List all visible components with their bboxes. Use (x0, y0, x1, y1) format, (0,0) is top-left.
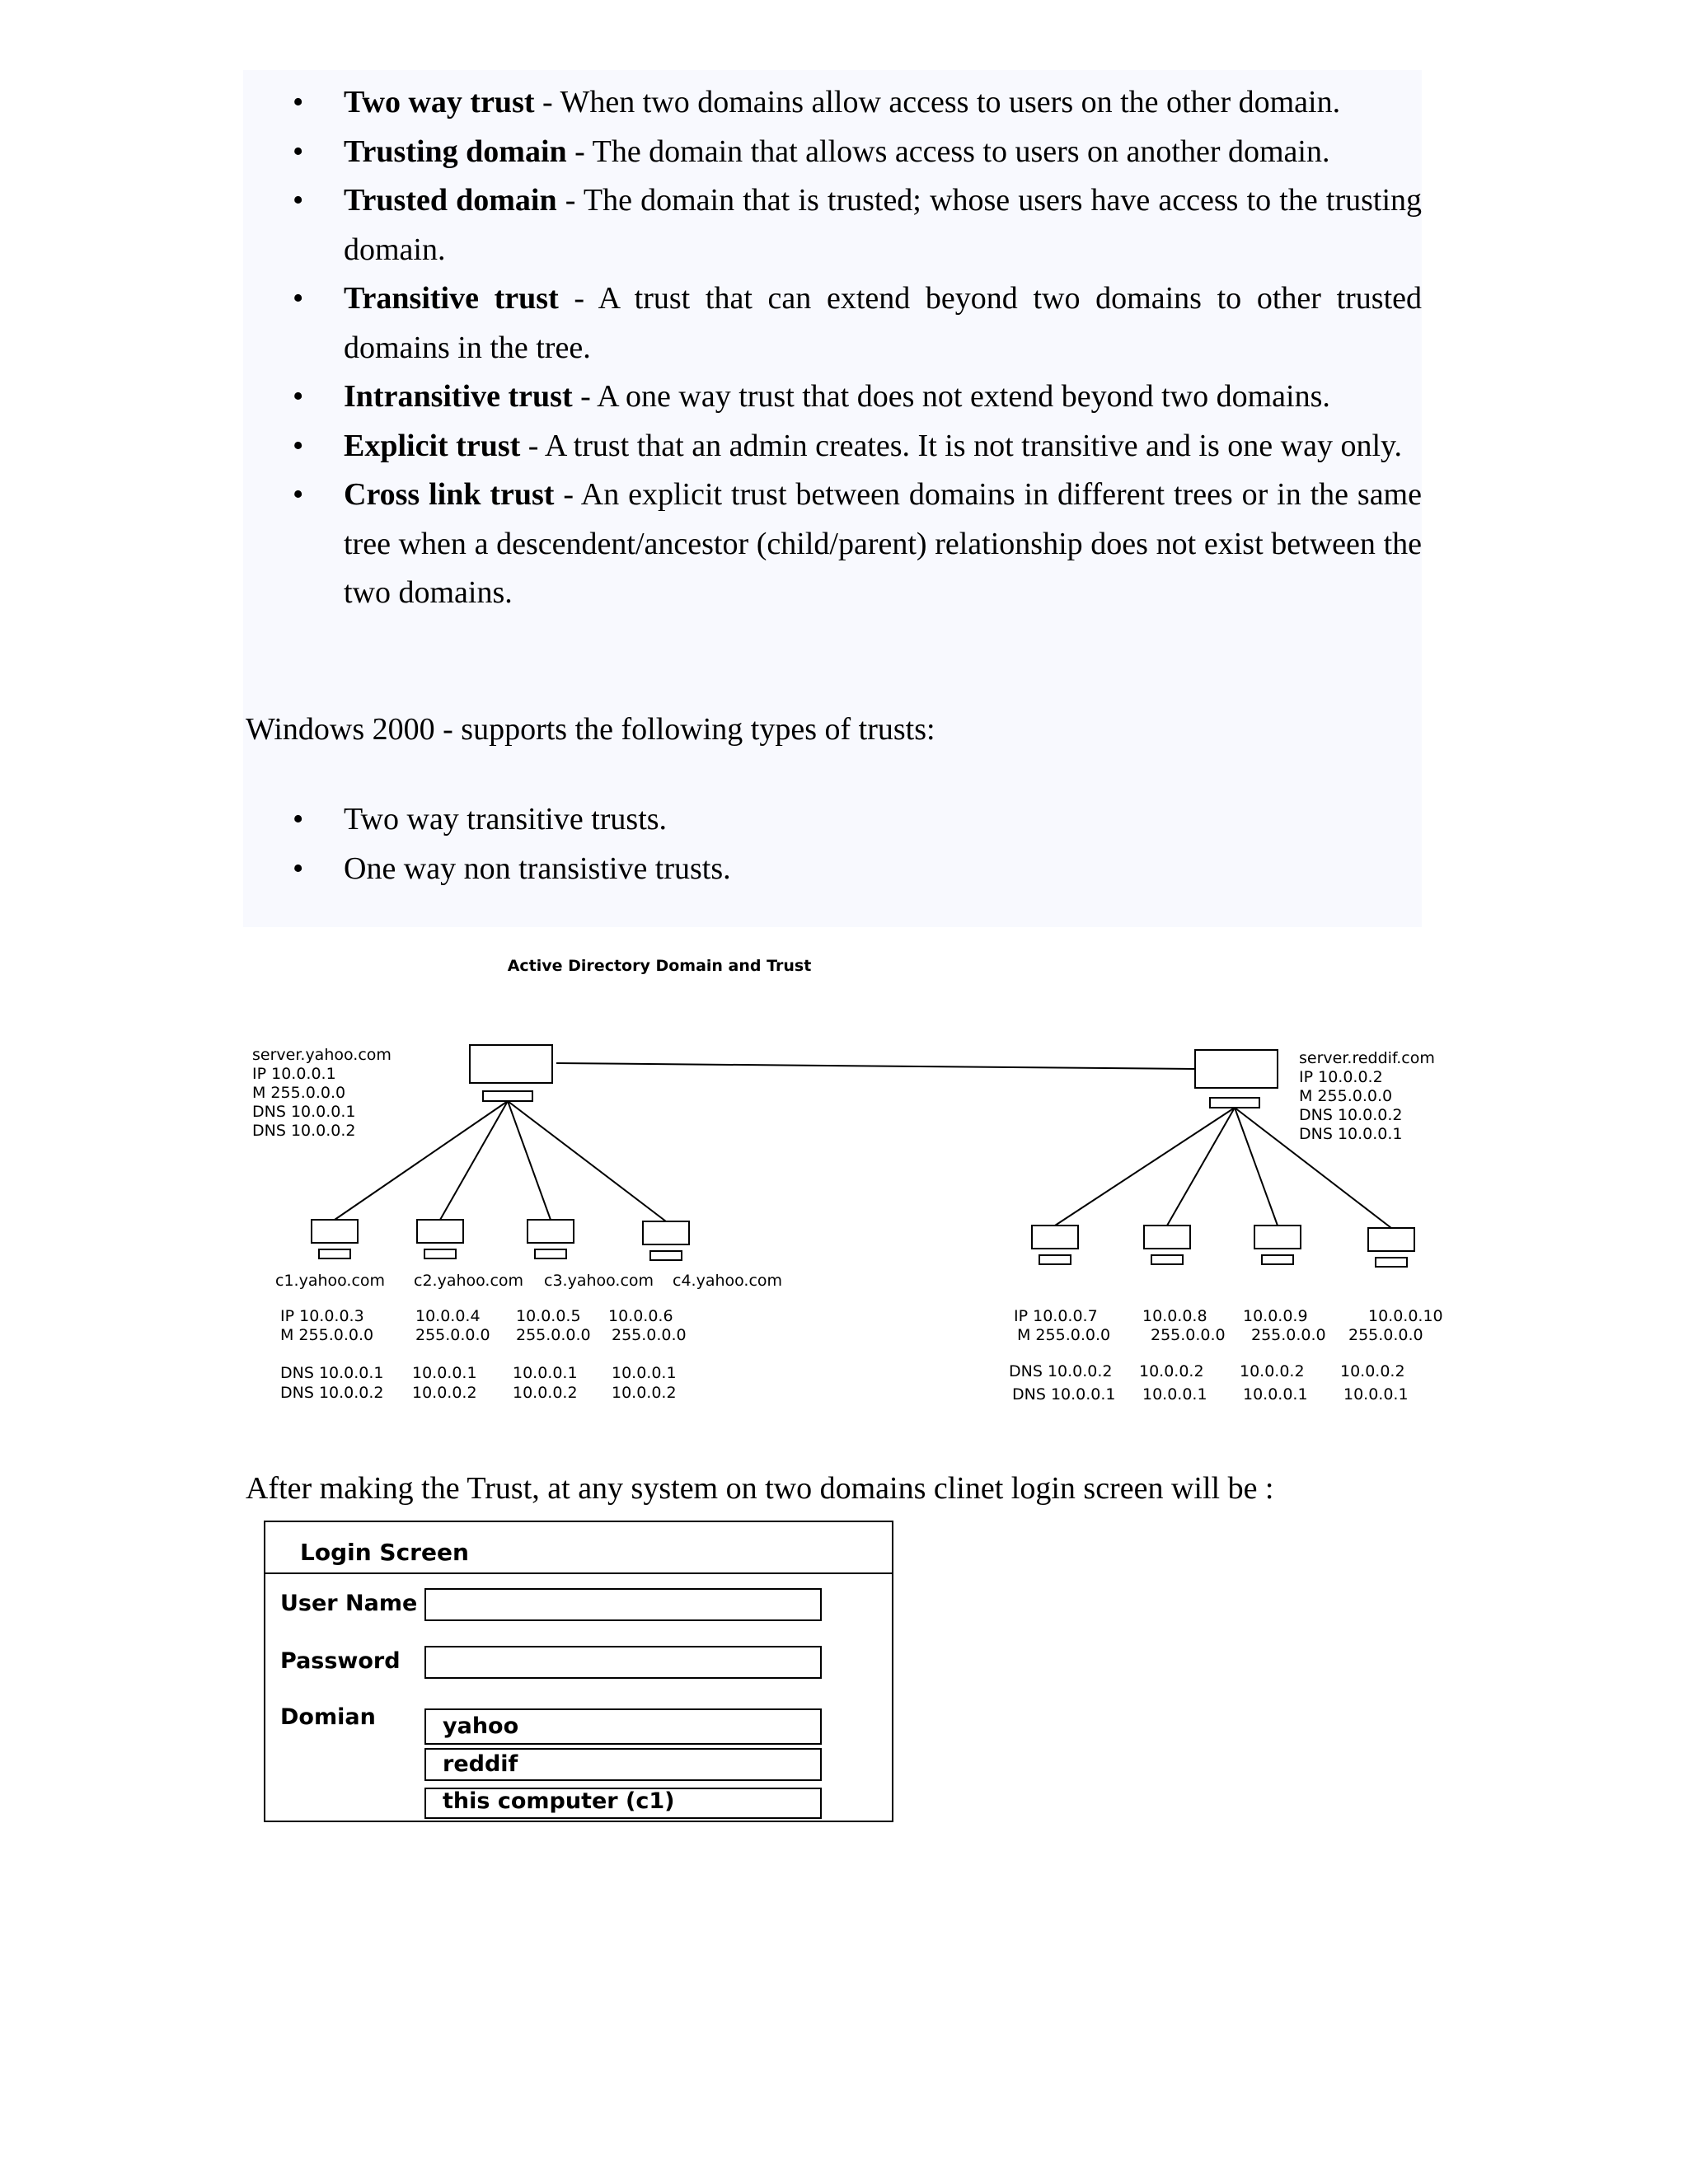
definition-text: - The domain that allows access to users on another domain. (566, 134, 1330, 169)
client-c4-icon (643, 1221, 689, 1260)
svg-text:M 255.0.0.0: M 255.0.0.0 (280, 1326, 374, 1344)
svg-text:IP 10.0.0.2: IP 10.0.0.2 (1299, 1068, 1383, 1086)
svg-text:DNS 10.0.0.1: DNS 10.0.0.1 (280, 1364, 384, 1382)
list-item: • Intransitive trust - A one way trust that does not extend beyond two domains. (293, 379, 1330, 414)
domain-option-yahoo[interactable]: yahoo (424, 1708, 822, 1745)
svg-text:10.0.0.1: 10.0.0.1 (1142, 1385, 1207, 1404)
svg-text:DNS 10.0.0.2: DNS 10.0.0.2 (1299, 1106, 1403, 1124)
svg-text:c3.yahoo.com: c3.yahoo.com (544, 1272, 654, 1290)
svg-text:M 255.0.0.0: M 255.0.0.0 (1299, 1087, 1393, 1105)
list-item: • Explicit trust - A trust that an admin creates. It is not transitive and is one way only. (293, 428, 1403, 463)
svg-text:c2.yahoo.com: c2.yahoo.com (414, 1272, 524, 1290)
domain-label: Domian (280, 1704, 376, 1730)
svg-text:DNS 10.0.0.2: DNS 10.0.0.2 (252, 1122, 356, 1140)
svg-text:DNS 10.0.0.1: DNS 10.0.0.1 (1012, 1385, 1116, 1404)
svg-text:DNS 10.0.0.2: DNS 10.0.0.2 (280, 1384, 384, 1402)
svg-text:10.0.0.2: 10.0.0.2 (412, 1384, 477, 1402)
svg-text:255.0.0.0: 255.0.0.0 (415, 1326, 490, 1344)
client-c1-icon (312, 1220, 358, 1258)
yahoo-client-names (275, 1272, 782, 1290)
definition-text: - A trust that can extend beyond two domains to other trusted domains in the tree. (344, 281, 1423, 365)
client-c3-icon (528, 1220, 574, 1258)
password-field[interactable] (424, 1646, 822, 1679)
svg-text:IP 10.0.0.3: IP 10.0.0.3 (280, 1307, 364, 1325)
trust-types-list (293, 795, 731, 893)
reddif-server-info (1299, 1049, 1435, 1143)
list-item: • Two way transitive trusts. (293, 802, 668, 837)
svg-text:10.0.0.4: 10.0.0.4 (415, 1307, 481, 1325)
username-label: User Name (280, 1591, 418, 1616)
svg-text:10.0.0.1: 10.0.0.1 (513, 1364, 578, 1382)
domain-option-reddif[interactable]: reddif (424, 1748, 822, 1781)
network-diagram (239, 948, 1459, 1426)
svg-text:10.0.0.2: 10.0.0.2 (1139, 1362, 1204, 1380)
svg-text:c1.yahoo.com: c1.yahoo.com (275, 1272, 386, 1290)
trust-definitions-list (293, 78, 1422, 618)
definition-term: Transitive trust (344, 281, 559, 316)
svg-text:10.0.0.6: 10.0.0.6 (608, 1307, 673, 1325)
list-item: • One way non transistive trusts. (293, 851, 731, 886)
definition-text: - A trust that an admin creates. It is not transitive and is one way only. (520, 428, 1403, 463)
list-item: • Transitive trust - A trust that can extend beyond two domains to other trusted domains in the tree. (293, 281, 1423, 365)
list-item: • Trusting domain - The domain that allows access to users on another domain. (293, 134, 1330, 169)
svg-text:server.yahoo.com: server.yahoo.com (252, 1046, 392, 1064)
definition-text: - The domain that is trusted; whose users have access to the trusting domain. (344, 183, 1422, 267)
client-c2-icon (417, 1220, 463, 1258)
svg-text:255.0.0.0: 255.0.0.0 (1151, 1326, 1226, 1344)
svg-text:DNS 10.0.0.2: DNS 10.0.0.2 (1009, 1362, 1113, 1380)
yahoo-client-addresses (280, 1307, 687, 1402)
reddif-client-addresses (1009, 1307, 1443, 1404)
svg-text:10.0.0.5: 10.0.0.5 (516, 1307, 581, 1325)
diagram-title: Active Directory Domain and Trust (507, 957, 812, 975)
login-screen (264, 1521, 893, 1822)
password-label: Password (280, 1648, 401, 1674)
login-title: Login Screen (300, 1539, 469, 1566)
svg-text:10.0.0.10: 10.0.0.10 (1368, 1307, 1443, 1325)
svg-text:M 255.0.0.0: M 255.0.0.0 (252, 1084, 346, 1102)
definition-term: Trusted domain (344, 183, 557, 218)
svg-text:DNS 10.0.0.1: DNS 10.0.0.1 (252, 1103, 356, 1121)
client-reddif-1-icon (1032, 1226, 1078, 1264)
definition-term: Trusting domain (344, 134, 567, 169)
svg-text:255.0.0.0: 255.0.0.0 (1348, 1326, 1423, 1344)
svg-text:255.0.0.0: 255.0.0.0 (1251, 1326, 1326, 1344)
definition-term: Cross link trust (344, 477, 555, 512)
svg-text:server.reddif.com: server.reddif.com (1299, 1049, 1435, 1067)
client-reddif-3-icon (1254, 1226, 1301, 1264)
definition-text: - An explicit trust between domains in different trees or in the same tree when a descendent/ancestor (child/parent) relationship does not exist between the two domains. (344, 477, 1422, 610)
after-trust-paragraph: After making the Trust, at any system on two domains clinet login screen will be : (246, 1471, 1274, 1506)
svg-text:M 255.0.0.0: M 255.0.0.0 (1017, 1326, 1111, 1344)
domain-option-this-computer[interactable]: this computer (c1) (424, 1788, 822, 1819)
svg-text:10.0.0.2: 10.0.0.2 (612, 1384, 677, 1402)
svg-text:IP 10.0.0.7: IP 10.0.0.7 (1014, 1307, 1098, 1325)
svg-text:DNS 10.0.0.1: DNS 10.0.0.1 (1299, 1125, 1403, 1143)
list-item: • Cross link trust - An explicit trust between domains in different trees or in the same tree when a descendent/ancestor (child/parent) relationship does not exist between the two domains. (293, 477, 1422, 610)
svg-text:10.0.0.1: 10.0.0.1 (1243, 1385, 1308, 1404)
definition-term: Intransitive trust (344, 379, 573, 414)
trust-type-text: Two way transitive trusts. (344, 802, 668, 837)
svg-text:c4.yahoo.com: c4.yahoo.com (673, 1272, 783, 1290)
svg-text:10.0.0.8: 10.0.0.8 (1142, 1307, 1207, 1325)
yahoo-connection-lines (335, 1101, 666, 1221)
title-divider (265, 1572, 892, 1574)
definition-term: Explicit trust (344, 428, 521, 463)
definition-text: - A one way trust that does not extend beyond two domains. (572, 379, 1330, 414)
svg-text:10.0.0.1: 10.0.0.1 (1343, 1385, 1409, 1404)
definition-text: - When two domains allow access to users on the other domain. (534, 85, 1341, 120)
svg-text:10.0.0.1: 10.0.0.1 (612, 1364, 677, 1382)
definition-term: Two way trust (344, 85, 535, 120)
client-reddif-4-icon (1368, 1228, 1414, 1267)
yahoo-server-info (252, 1046, 392, 1140)
svg-text:IP 10.0.0.1: IP 10.0.0.1 (252, 1065, 336, 1083)
windows-intro-paragraph: Windows 2000 - supports the following types of trusts: (246, 712, 935, 747)
username-field[interactable] (424, 1588, 822, 1621)
trust-type-text: One way non transistive trusts. (344, 851, 731, 886)
svg-text:10.0.0.2: 10.0.0.2 (513, 1384, 578, 1402)
list-item: • Two way trust - When two domains allow access to users on the other domain. (293, 85, 1341, 120)
trust-link-line (556, 1063, 1195, 1069)
svg-text:10.0.0.1: 10.0.0.1 (412, 1364, 477, 1382)
svg-text:10.0.0.2: 10.0.0.2 (1340, 1362, 1405, 1380)
svg-text:255.0.0.0: 255.0.0.0 (612, 1326, 687, 1344)
client-reddif-2-icon (1144, 1226, 1190, 1264)
server-yahoo-icon (470, 1045, 552, 1101)
server-reddif-icon (1195, 1050, 1278, 1108)
svg-text:10.0.0.2: 10.0.0.2 (1240, 1362, 1305, 1380)
svg-text:255.0.0.0: 255.0.0.0 (516, 1326, 591, 1344)
svg-text:10.0.0.9: 10.0.0.9 (1243, 1307, 1308, 1325)
list-item: • Trusted domain - The domain that is trusted; whose users have access to the trusting domain. (293, 183, 1422, 267)
